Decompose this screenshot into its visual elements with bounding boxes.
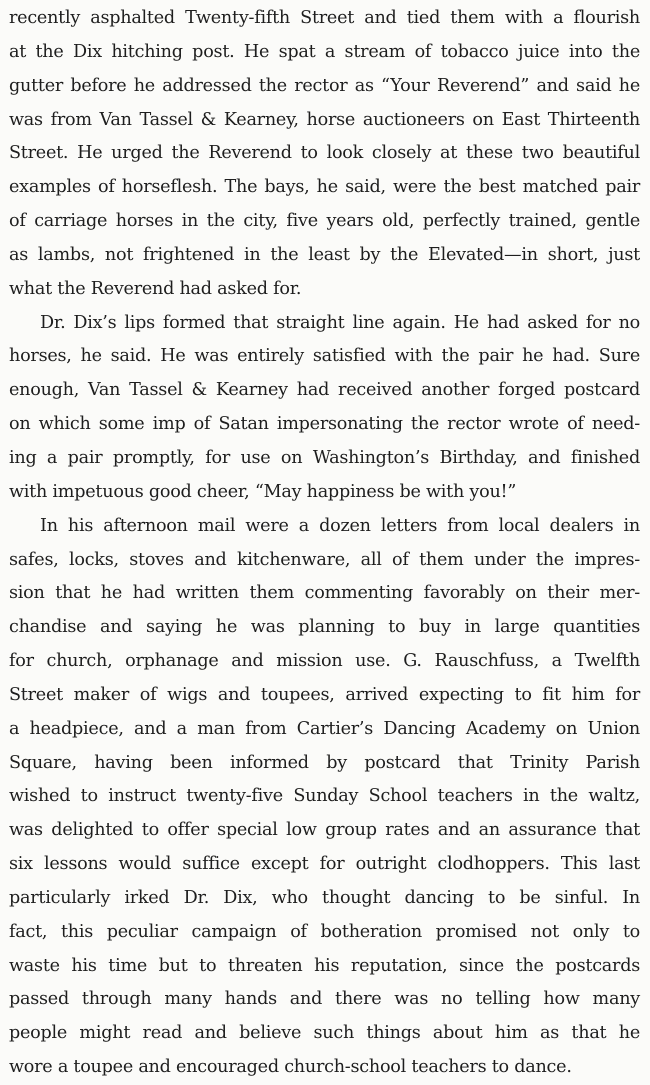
paragraph-3 [9, 510, 640, 1085]
text-line: people might read and believe such things about him as that he [9, 1023, 640, 1044]
text-line: enough, Van Tassel & Kearney had received another forged postcard [9, 380, 640, 401]
text-line: for church, orphanage and mission use. G. Rauschfuss, a Twelfth [9, 651, 640, 672]
text-line: six lessons would suffice except for outright clodhoppers. This last [9, 854, 640, 875]
text-line: was from Van Tassel & Kearney, horse auctioneers on East Thirteenth [9, 109, 640, 130]
text-line: particularly irked Dr. Dix, who thought dancing to be sinful. In [9, 887, 640, 908]
text-line: Street. He urged the Reverend to look closely at these two beautiful [9, 143, 640, 164]
text-line: of carriage horses in the city, five years old, perfectly trained, gentle [9, 211, 640, 232]
text-line: as lambs, not frightened in the least by the Elevated—in short, just [9, 244, 640, 265]
text-line: Square, having been informed by postcard that Trinity Parish [9, 752, 640, 773]
text-line: wished to instruct twenty-five Sunday School teachers in the waltz, [9, 786, 640, 807]
text-line: chandise and saying he was planning to buy in large quantities [9, 617, 640, 638]
text-line: fact, this peculiar campaign of botheration promised not only to [9, 921, 640, 942]
paragraph-1 [9, 2, 640, 307]
text-line: horses, he said. He was entirely satisfied with the pair he had. Sure [9, 346, 640, 367]
paragraph-2 [9, 307, 640, 510]
text-line: waste his time but to threaten his reputation, since the postcards [9, 955, 640, 976]
text-line: wore a toupee and encouraged church-school teachers to dance. [9, 1057, 572, 1078]
text-line: Dr. Dix’s lips formed that straight line again. He had asked for no [40, 312, 640, 333]
text-line: ing a pair promptly, for use on Washington’s Birthday, and finished [9, 447, 640, 468]
text-line: recently asphalted Twenty-fifth Street and tied them with a flourish [9, 8, 640, 28]
text-line: passed through many hands and there was no telling how many [9, 989, 640, 1010]
text-line: with impetuous good cheer, “May happiness be with you!” [9, 481, 517, 502]
text-line: what the Reverend had asked for. [9, 278, 302, 299]
text-line: was delighted to offer special low group rates and an assurance that [9, 820, 640, 841]
text-line: safes, locks, stoves and kitchenware, all of them under the impres- [9, 549, 640, 570]
text-line: examples of horseflesh. The bays, he said, were the best matched pair [9, 177, 640, 198]
text-line: at the Dix hitching post. He spat a stream of tobacco juice into the [9, 41, 640, 62]
text-line: on which some imp of Satan impersonating the rector wrote of need- [9, 414, 640, 435]
text-line: a headpiece, and a man from Cartier’s Dancing Academy on Union [9, 718, 640, 739]
text-line: In his afternoon mail were a dozen letters from local dealers in [40, 515, 640, 536]
text-line: sion that he had written them commenting favorably on their mer- [9, 583, 640, 604]
text-line: gutter before he addressed the rector as “Your Reverend” and said he [9, 75, 640, 96]
text-line: Street maker of wigs and toupees, arrived expecting to fit him for [9, 684, 640, 705]
